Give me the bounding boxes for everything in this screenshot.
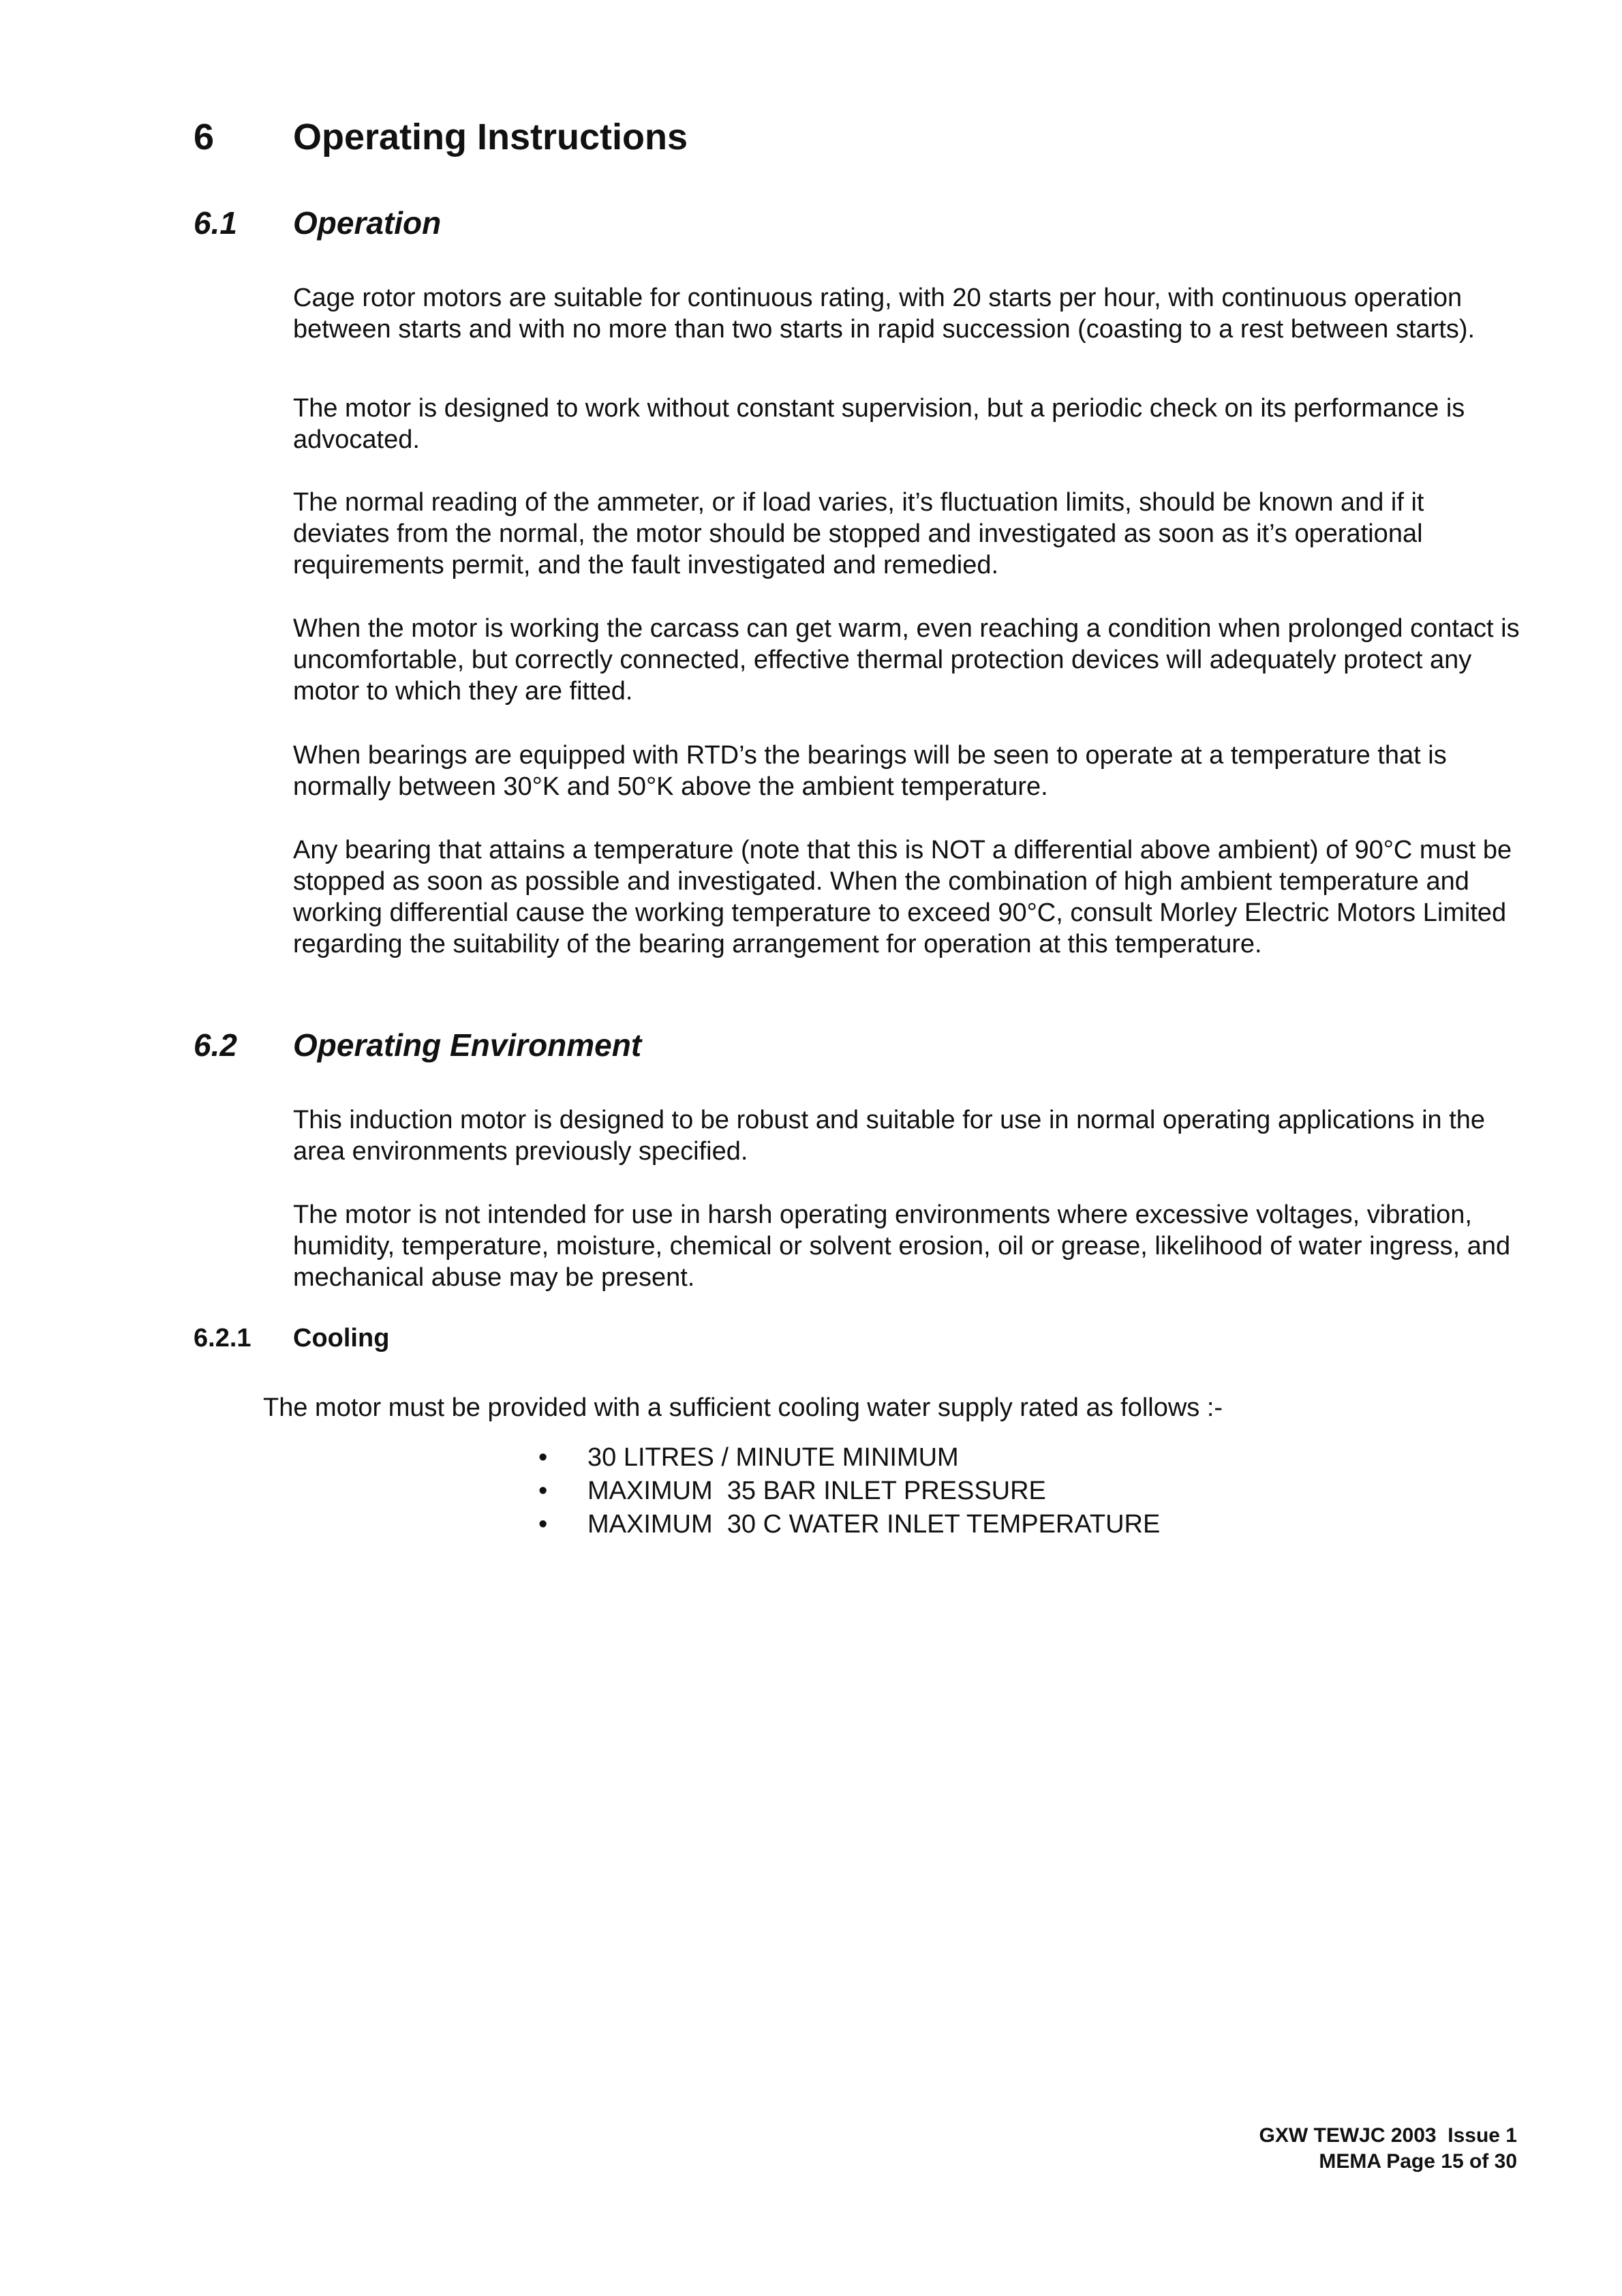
document-reference: GXW TEWJC 2003 Issue 1: [1259, 2124, 1517, 2147]
cooling-requirements-list: [538, 1441, 1160, 1541]
bullet-icon: •: [538, 1443, 548, 1472]
cooling-intro: The motor must be provided with a sufficient cooling water supply rated as follows :-: [263, 1393, 1223, 1422]
subsubsection-title: Cooling: [293, 1324, 390, 1353]
section-title: Operating Instructions: [293, 117, 688, 157]
bullet-icon: •: [538, 1477, 548, 1505]
paragraph: This induction motor is designed to be robust and suitable for use in normal operating applications in the area environments previously specified.: [293, 1106, 1486, 1166]
list-item: [538, 1441, 1160, 1475]
subsection-title: Operation: [293, 205, 442, 241]
section-number: 6: [194, 117, 215, 157]
list-item: [538, 1508, 1160, 1541]
paragraph: The normal reading of the ammeter, or if load varies, it’s fluctuation limits, should be known and if it deviates from the normal, the motor should be stopped and investigated as soon as it’s operational requirements permit, and the fault investigated and remedied.: [293, 488, 1424, 579]
page-footer: [1259, 2123, 1517, 2175]
paragraph: The motor is designed to work without constant supervision, but a periodic check on its performance is advocated.: [293, 394, 1465, 454]
bullet-icon: •: [538, 1510, 548, 1539]
paragraph: When bearings are equipped with RTD’s the bearings will be seen to operate at a temperature that is normally between 30°K and 50°K above the ambient temperature.: [293, 741, 1447, 801]
subsection-number: 6.2: [194, 1027, 237, 1063]
paragraph: When the motor is working the carcass can get warm, even reaching a condition when prolonged contact is uncomfortable, but correctly connected, effective thermal protection devices will adequately protect any motor to which they are fitted.: [293, 614, 1520, 706]
subsection-title: Operating Environment: [293, 1027, 642, 1063]
list-item-text: MAXIMUM 30 C WATER INLET TEMPERATURE: [587, 1510, 1161, 1539]
list-item-text: MAXIMUM 35 BAR INLET PRESSURE: [587, 1477, 1046, 1505]
paragraph: Cage rotor motors are suitable for continuous rating, with 20 starts per hour, with continuous operation between starts and with no more than two starts in rapid succession (coasting to a rest between starts).: [293, 284, 1475, 344]
paragraph: The motor is not intended for use in harsh operating environments where excessive voltages, vibration, humidity, temperature, moisture, chemical or solvent erosion, oil or grease, likelihood of water ingress, and mechanical abuse may be present.: [293, 1200, 1511, 1292]
subsection-heading-6-2: [194, 1027, 641, 1063]
subsubsection-heading-6-2-1: [194, 1324, 389, 1353]
section-heading: [194, 116, 688, 158]
list-item: [538, 1475, 1160, 1508]
page-number: MEMA Page 15 of 30: [1319, 2150, 1517, 2173]
subsubsection-number: 6.2.1: [194, 1324, 251, 1353]
subsection-heading-6-1: [194, 205, 441, 241]
subsection-number: 6.1: [194, 205, 237, 241]
paragraph: Any bearing that attains a temperature (note that this is NOT a differential above ambient) of 90°C must be stopped as soon as possible and investigated. When the combination of high ambient temperature and working differential cause the working temperature to exceed 90°C, consult Morley Electric Motors Limited regarding the suitability of the bearing arrangement for operation at this temperature.: [293, 836, 1512, 958]
list-item-text: 30 LITRES / MINUTE MINIMUM: [587, 1443, 959, 1472]
